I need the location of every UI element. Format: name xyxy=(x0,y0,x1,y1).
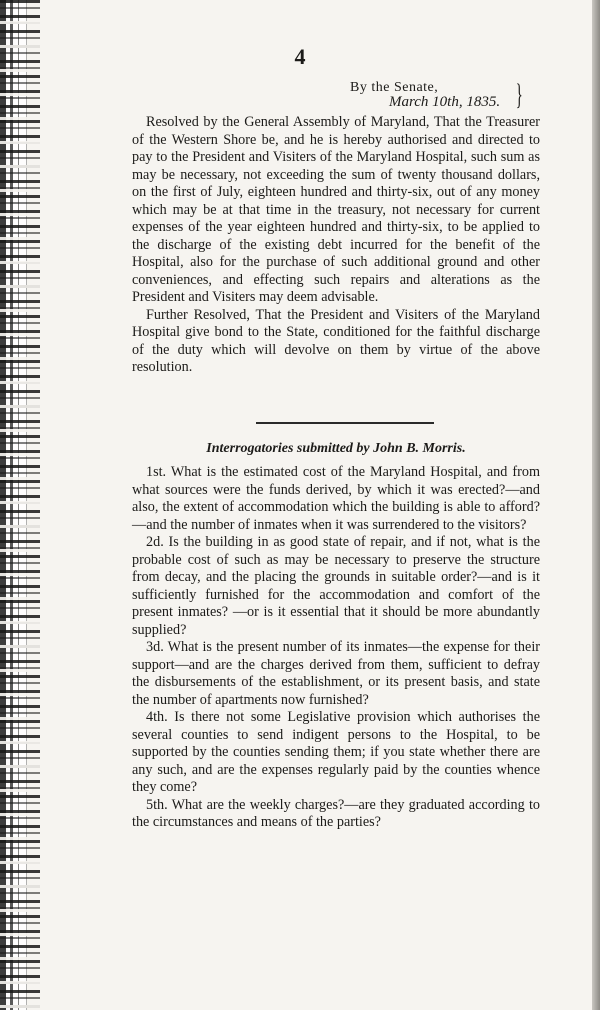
question-item: 3d. What is the present number of its inmates—the expense for their support—and are the charges derived from them, sufficient to defray the disbursements of the establishment, or its present basis, and state the number of apartments now furnished? xyxy=(132,639,540,708)
binding-edge-texture xyxy=(0,0,40,1010)
senate-date: March 10th, 1835. xyxy=(389,94,501,110)
resolution-paragraph: Resolved by the General Assembly of Maryland, That the Treasurer of the Western Shore be, and he is hereby authorised and directed to pay to the President and Visiters of the Maryland Hospital, such sum as may be necessary, not exceeding the sum of twenty thousand dollars, on the first of July, eighteen hundred and thirty-six, out of any money which may be at that time in the treasury, not necessary for current expenses of the year eighteen hundred and thirty-six, to be applied to the discharge of the existing debt incurred for the benefit of the Hospital, also for the purchase of such additional ground and other conveniences, and effecting such repairs and alterations as the President and Visiters may deem advisable. xyxy=(132,114,540,305)
question-item: 5th. What are the weekly charges?—are they graduated according to the circumstances and means of the parties? xyxy=(132,796,540,830)
interrogatories-heading: Interrogatories submitted by John B. Morris. xyxy=(206,441,466,456)
question-item: 4th. Is there not some Legislative provision which authorises the several counties to send indigent persons to the Hospital, to be supported by the counties sending them; if you state whether there are any such, and are the expenses regularly paid by the counties whence they come? xyxy=(132,709,540,795)
further-resolved-paragraph: Further Resolved, That the President and Visiters of the Maryland Hospital give bond to the State, conditioned for the faithful discharge of the duty which will devolve on them by virtue of the above resolution. xyxy=(132,306,540,375)
question-item: 2d. Is the building in as good state of repair, and if not, what is the probable cost of such as may be necessary to preserve the structure from decay, and the placing the grounds in suitable order?—and is it sufficiently furnished for the accommodation and comfort of the present inmates? —or is it essential that it should be more abundantly supplied? xyxy=(132,534,540,638)
page-number: 4 xyxy=(294,44,306,69)
question-item: 1st. What is the estimated cost of the Maryland Hospital, and from what sources were the funds derived, by which it was erected?—and also, the extent of accommodation which the building is able to afford?—and the number of inmates when it was surrendered to the visitors? xyxy=(132,464,540,533)
resolution-text xyxy=(132,114,540,377)
page-right-edge xyxy=(592,0,600,1010)
interrogatories-list xyxy=(132,464,540,832)
brace-mark: } xyxy=(515,78,523,111)
senate-header: By the Senate, xyxy=(350,80,439,95)
section-divider xyxy=(256,422,434,424)
